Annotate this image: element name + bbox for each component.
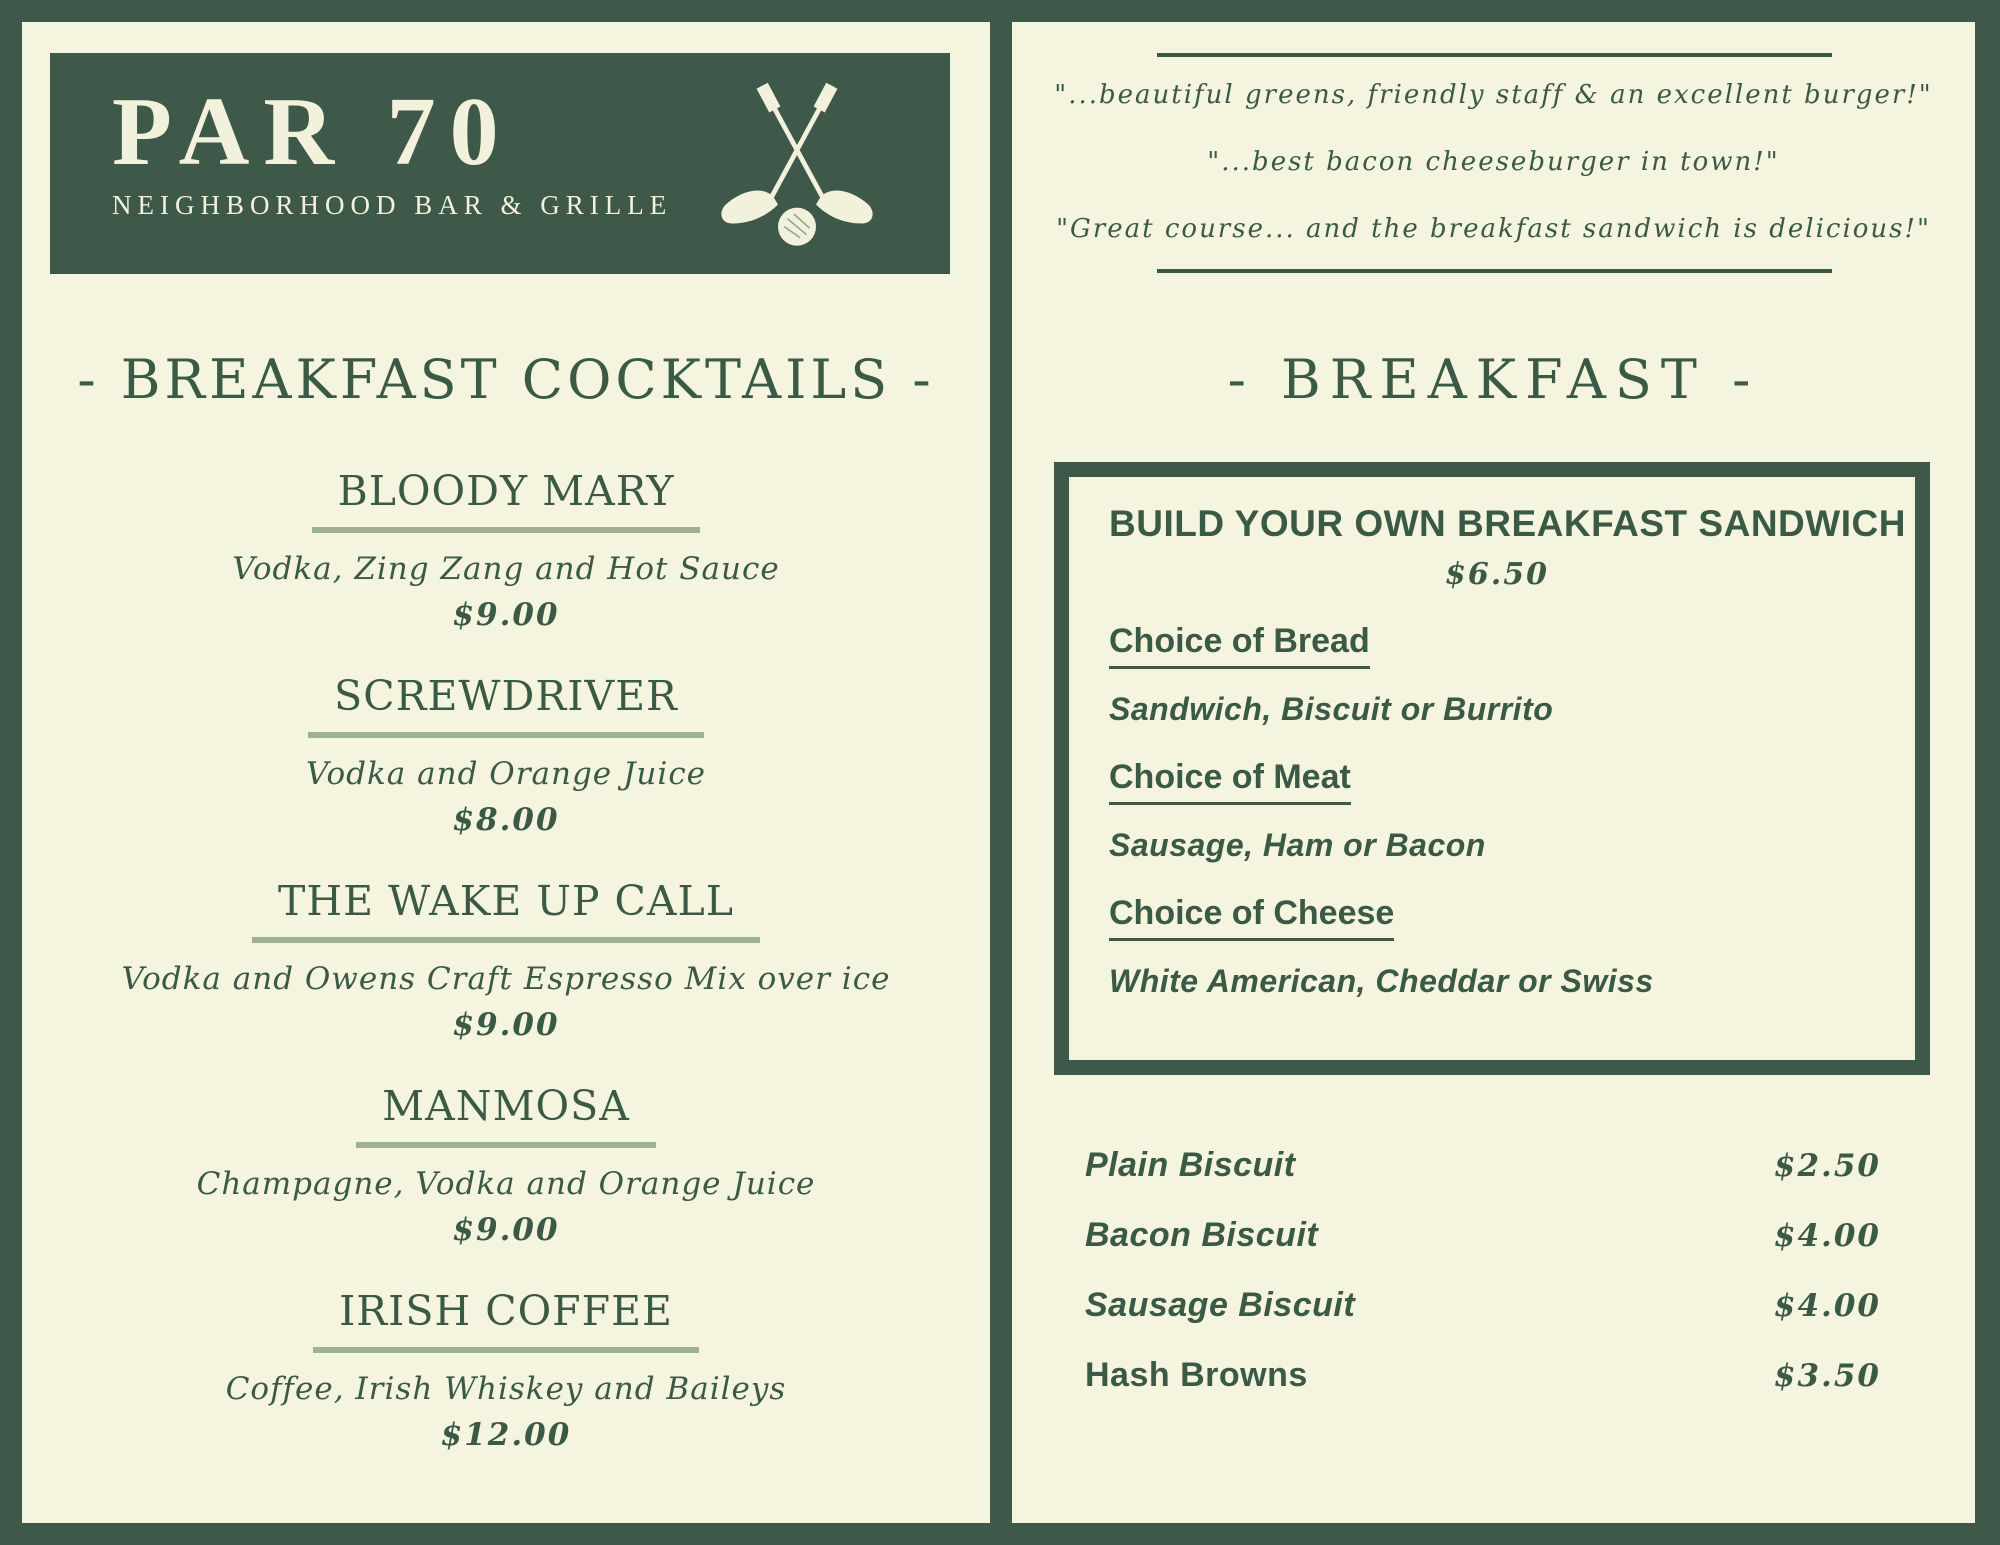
cocktail-price: $9.00 — [452, 1212, 560, 1248]
sandwich-box-price: $6.50 — [1445, 557, 1549, 592]
breakfast-heading: - BREAKFAST - — [1227, 348, 1760, 411]
cocktail-item — [306, 672, 706, 838]
cocktail-description: Vodka, Zing Zang and Hot Sauce — [232, 551, 780, 587]
sandwich-option — [1109, 592, 1885, 728]
build-your-own-sandwich-box — [1054, 462, 1930, 1075]
cocktail-list — [22, 467, 990, 1492]
side-name: Hash Browns — [1085, 1356, 1308, 1394]
cocktail-description: Coffee, Irish Whiskey and Baileys — [225, 1371, 787, 1407]
cocktail-name: THE WAKE UP CALL — [252, 877, 760, 943]
cocktail-price: $8.00 — [452, 802, 560, 838]
breakfast-cocktails-heading: - BREAKFAST COCKTAILS - — [77, 348, 935, 411]
side-item — [1085, 1286, 1881, 1329]
sides-list — [1085, 1146, 1881, 1426]
cocktail-item — [232, 467, 779, 633]
brand-tagline: NEIGHBORHOOD BAR & GRILLE — [112, 189, 673, 220]
customer-quote: "...best bacon cheeseburger in town!" — [1207, 147, 1780, 177]
brand-header — [50, 53, 950, 274]
side-item — [1085, 1356, 1881, 1399]
option-choices: White American, Cheddar or Swiss — [1109, 963, 1654, 999]
side-item — [1085, 1146, 1881, 1189]
cocktail-item — [197, 1082, 816, 1248]
cocktail-description: Vodka and Owens Craft Espresso Mix over ice — [121, 961, 891, 997]
sandwich-box-title: BUILD YOUR OWN BREAKFAST SANDWICH — [1109, 503, 1906, 544]
customer-quotes — [1012, 62, 1975, 263]
side-price: $3.50 — [1773, 1358, 1881, 1394]
side-name: Plain Biscuit — [1085, 1146, 1296, 1184]
cocktail-name: SCREWDRIVER — [308, 672, 704, 738]
left-menu-panel — [22, 22, 990, 1523]
sandwich-option — [1109, 728, 1885, 864]
customer-quote: "...beautiful greens, friendly staff & an excellent burger!" — [1054, 80, 1933, 110]
crossed-golf-clubs-icon — [702, 79, 892, 254]
cocktail-description: Vodka and Orange Juice — [305, 756, 707, 792]
cocktail-item — [226, 1287, 787, 1453]
side-item — [1085, 1216, 1881, 1259]
cocktail-name: IRISH COFFEE — [313, 1287, 699, 1353]
option-choices: Sausage, Ham or Bacon — [1109, 827, 1486, 863]
cocktail-name: BLOODY MARY — [312, 467, 701, 533]
cocktail-price: $9.00 — [452, 597, 560, 633]
sandwich-option — [1109, 864, 1885, 1000]
cocktail-price: $12.00 — [440, 1417, 572, 1453]
side-price: $4.00 — [1773, 1218, 1881, 1254]
side-name: Bacon Biscuit — [1085, 1216, 1319, 1254]
cocktail-price: $9.00 — [452, 1007, 560, 1043]
side-name: Sausage Biscuit — [1085, 1286, 1356, 1324]
option-label: Choice of Cheese — [1109, 894, 1394, 941]
side-price: $4.00 — [1773, 1288, 1881, 1324]
brand-name: PAR 70 — [112, 78, 513, 186]
side-price: $2.50 — [1773, 1148, 1881, 1184]
option-label: Choice of Meat — [1109, 758, 1351, 805]
option-label: Choice of Bread — [1109, 622, 1370, 669]
right-menu-panel — [1012, 22, 1975, 1523]
option-choices: Sandwich, Biscuit or Burrito — [1109, 691, 1554, 727]
cocktail-description: Champagne, Vodka and Orange Juice — [196, 1166, 816, 1202]
customer-quote: "Great course... and the breakfast sandwich is delicious!" — [1056, 214, 1931, 244]
brand-text — [112, 78, 673, 221]
cocktail-item — [122, 877, 891, 1043]
cocktail-name: MANMOSA — [356, 1082, 656, 1148]
quotes-divider-top — [1157, 53, 1832, 57]
quotes-divider-bottom — [1157, 269, 1832, 273]
